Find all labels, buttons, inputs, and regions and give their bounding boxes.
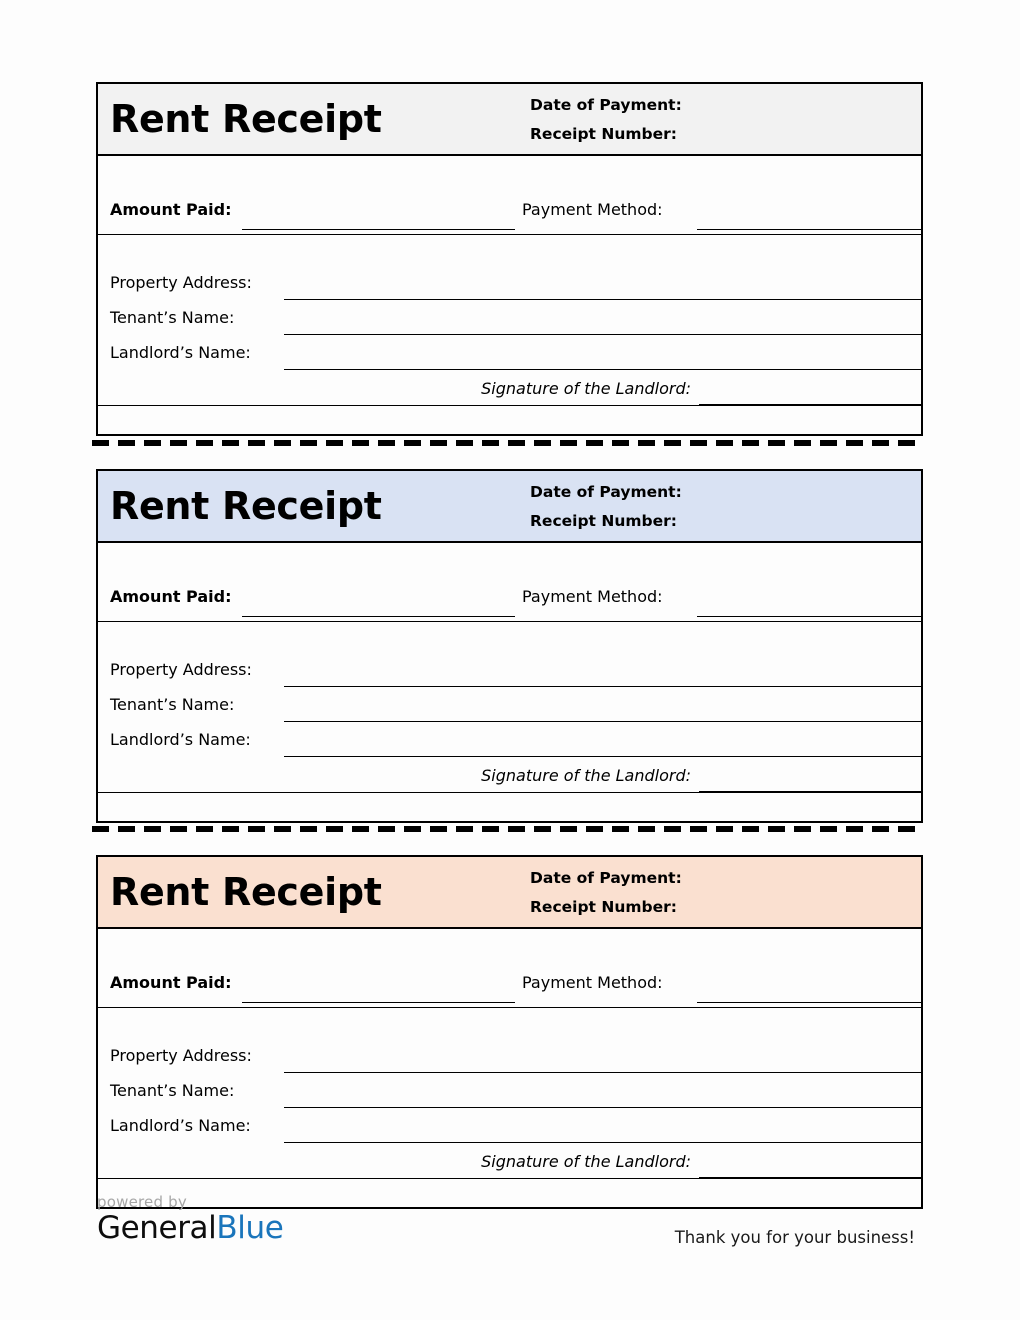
- landlord-name-label-2: Landlord’s Name:: [110, 730, 251, 749]
- receipt-footer-spacer-2: [98, 792, 921, 821]
- amount-paid-label-1: Amount Paid:: [110, 200, 232, 219]
- date-of-payment-label-3: Date of Payment:: [530, 868, 682, 887]
- receipt-number-label-1: Receipt Number:: [530, 124, 677, 143]
- tenant-name-label-2: Tenant’s Name:: [110, 695, 235, 714]
- payment-method-input-3[interactable]: [697, 1002, 921, 1003]
- rent-receipt-card-1: [96, 82, 923, 436]
- landlord-name-row-1: [98, 335, 921, 370]
- receipt-header-3: [98, 857, 921, 929]
- signature-input-3[interactable]: [699, 1177, 921, 1178]
- generalblue-logo: [97, 1194, 427, 1246]
- date-of-payment-label-2: Date of Payment:: [530, 482, 682, 501]
- signature-row-2: [98, 757, 921, 792]
- brand-blue-text: Blue: [216, 1209, 284, 1246]
- receipt-header-1: [98, 84, 921, 156]
- amount-paid-input-2[interactable]: [242, 616, 515, 617]
- tenant-name-label-3: Tenant’s Name:: [110, 1081, 235, 1100]
- receipt-footer-spacer-1: [98, 405, 921, 434]
- property-address-label-1: Property Address:: [110, 273, 252, 292]
- signature-label-2: Signature of the Landlord:: [481, 766, 691, 785]
- receipt-number-label-3: Receipt Number:: [530, 897, 677, 916]
- signature-label-3: Signature of the Landlord:: [481, 1152, 691, 1171]
- amount-row-2: [98, 543, 921, 622]
- payment-method-label-3: Payment Method:: [522, 973, 663, 992]
- brand-wordmark: [97, 1211, 427, 1247]
- signature-row-1: [98, 370, 921, 405]
- signature-row-3: [98, 1143, 921, 1178]
- cut-separator-2: [92, 826, 923, 832]
- property-address-row-3: [98, 1008, 921, 1073]
- cut-separator-1: [92, 440, 923, 446]
- date-of-payment-label-1: Date of Payment:: [530, 95, 682, 114]
- powered-by-label: powered by: [97, 1193, 187, 1211]
- amount-paid-input-3[interactable]: [242, 1002, 515, 1003]
- landlord-name-row-3: [98, 1108, 921, 1143]
- receipt-number-label-2: Receipt Number:: [530, 511, 677, 530]
- rent-receipt-card-2: [96, 469, 923, 823]
- property-address-label-2: Property Address:: [110, 660, 252, 679]
- amount-row-1: [98, 156, 921, 235]
- property-address-row-1: [98, 235, 921, 300]
- brand-general-text: General: [97, 1209, 217, 1246]
- landlord-name-row-2: [98, 722, 921, 757]
- receipt-header-fields-3: [510, 869, 913, 916]
- page-title-1: Rent Receipt: [110, 97, 382, 141]
- receipt-header-fields-1: [510, 96, 913, 143]
- payment-method-input-1[interactable]: [697, 229, 921, 230]
- payment-method-input-2[interactable]: [697, 616, 921, 617]
- payment-method-label-1: Payment Method:: [522, 200, 663, 219]
- tenant-name-row-3: [98, 1073, 921, 1108]
- receipt-header-2: [98, 471, 921, 543]
- amount-paid-input-1[interactable]: [242, 229, 515, 230]
- signature-label-1: Signature of the Landlord:: [481, 379, 691, 398]
- page-title-2: Rent Receipt: [110, 484, 382, 528]
- amount-paid-label-3: Amount Paid:: [110, 973, 232, 992]
- receipt-header-fields-2: [510, 483, 913, 530]
- amount-paid-label-2: Amount Paid:: [110, 587, 232, 606]
- signature-input-1[interactable]: [699, 404, 921, 405]
- tenant-name-row-2: [98, 687, 921, 722]
- tenant-name-label-1: Tenant’s Name:: [110, 308, 235, 327]
- property-address-label-3: Property Address:: [110, 1046, 252, 1065]
- landlord-name-label-3: Landlord’s Name:: [110, 1116, 251, 1135]
- amount-row-3: [98, 929, 921, 1008]
- page-title-3: Rent Receipt: [110, 870, 382, 914]
- rent-receipt-card-3: [96, 855, 923, 1209]
- landlord-name-label-1: Landlord’s Name:: [110, 343, 251, 362]
- property-address-row-2: [98, 622, 921, 687]
- signature-input-2[interactable]: [699, 791, 921, 792]
- tenant-name-row-1: [98, 300, 921, 335]
- payment-method-label-2: Payment Method:: [522, 587, 663, 606]
- thank-you-message: Thank you for your business!: [674, 1228, 915, 1247]
